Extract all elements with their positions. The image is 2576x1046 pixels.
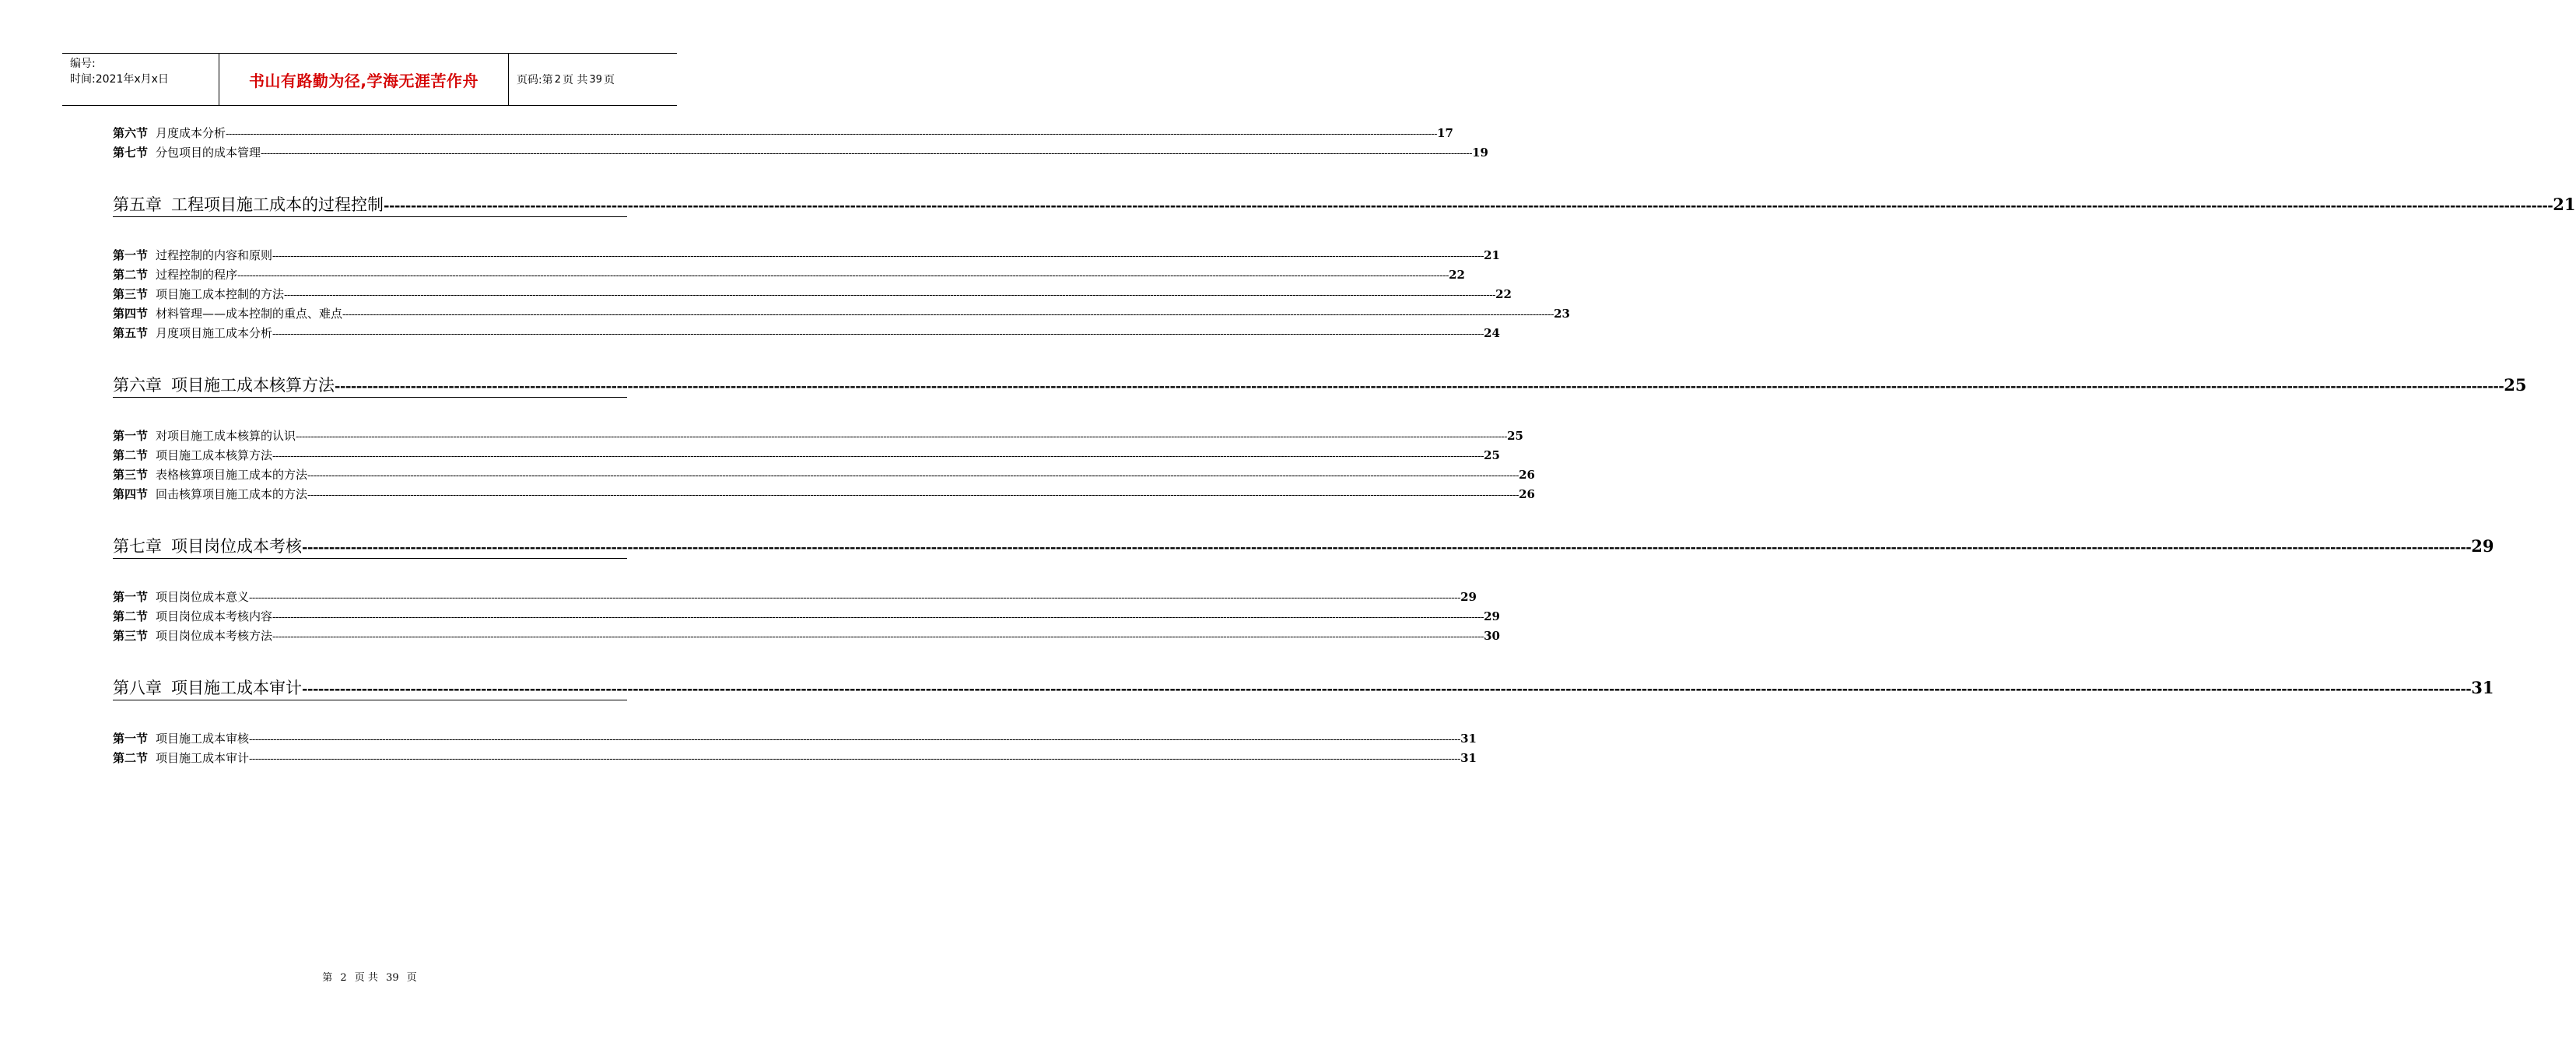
toc-entry-label: 第七节	[113, 146, 149, 160]
toc-section-entry[interactable]	[113, 305, 1570, 322]
toc-dot-leader: ----------------------------------------------------------------------------------------------------------------------------------------------------------------------------------------------------------------------------------------------------------------------------------------------------------------------------------------------------------------------------------------------------------------	[307, 490, 1519, 501]
toc-entry-text: 项目岗位成本意义	[156, 590, 250, 604]
toc-entry-title	[113, 266, 237, 283]
header-page-current: 2	[554, 73, 561, 86]
header-motto: 书山有路勤为径,学海无涯苦作舟	[219, 54, 509, 105]
footer-total-pages: 39	[386, 972, 399, 984]
toc-section-entry[interactable]	[113, 466, 1535, 483]
toc-dot-leader: ----------------------------------------------------------------------------------------------------------------------------------------------------------------------------------------------------------------------------------------------------------------------------------------------------------------------------------------------------------------------------------------------------------------	[272, 328, 1484, 340]
toc-entry-label: 第三节	[113, 629, 149, 643]
toc-entry-page: 25	[1507, 429, 1523, 443]
page-header	[62, 53, 677, 106]
toc-entry-title	[113, 144, 261, 161]
header-page-info	[509, 54, 677, 105]
toc-dot-leader: ----------------------------------------------------------------------------------------------------------------------------------------------------------------------------------------------------------------------------------------------------------------------------------------------------------------------------------------------------------------------------------------------------------------	[272, 451, 1484, 462]
toc-dot-leader: ----------------------------------------------------------------------------------------------------------------------------------------------------------------------------------------------------------------------------------------------------------------------------------------------------------------------------------------------------------------------------------------------------------------	[335, 378, 2504, 395]
toc-entry-label: 第一节	[113, 590, 149, 604]
header-page-mid: 页 共	[563, 74, 588, 86]
toc-entry-page: 29	[2471, 536, 2494, 556]
header-page-suffix: 页	[604, 74, 615, 86]
toc-entry-label: 第二节	[113, 751, 149, 765]
toc-entry-text: 对项目施工成本核算的认识	[156, 429, 296, 443]
footer-current-page: 2	[340, 972, 347, 984]
toc-entry-label: 第五节	[113, 326, 149, 340]
toc-entry-text: 项目施工成本核算方法	[171, 376, 335, 395]
toc-entry-page: 29	[1460, 590, 1477, 604]
toc-entry-title	[113, 325, 272, 342]
toc-entry-page: 25	[2504, 375, 2527, 395]
toc-section-entry[interactable]	[113, 125, 1453, 142]
toc-dot-leader: ----------------------------------------------------------------------------------------------------------------------------------------------------------------------------------------------------------------------------------------------------------------------------------------------------------------------------------------------------------------------------------------------------------------	[261, 148, 1473, 160]
toc-entry-page: 24	[1484, 326, 1500, 340]
toc-entry-label: 第二节	[113, 448, 149, 462]
toc-entry-text: 项目施工成本审计	[156, 751, 250, 765]
toc-entry-text: 回击核算项目施工成本的方法	[156, 487, 308, 501]
toc-entry-title	[113, 749, 249, 767]
toc-entry-page: 22	[1495, 287, 1512, 301]
toc-entry-page: 30	[1484, 629, 1500, 643]
document-time-label: 时间:2021年x月x日	[70, 73, 169, 86]
page-footer	[0, 969, 739, 984]
toc-dot-leader: ----------------------------------------------------------------------------------------------------------------------------------------------------------------------------------------------------------------------------------------------------------------------------------------------------------------------------------------------------------------------------------------------------------------	[342, 309, 1554, 321]
toc-entry-title	[113, 486, 307, 503]
toc-section-entry[interactable]	[113, 266, 1465, 283]
toc-dot-leader: ----------------------------------------------------------------------------------------------------------------------------------------------------------------------------------------------------------------------------------------------------------------------------------------------------------------------------------------------------------------------------------------------------------------	[307, 470, 1519, 482]
toc-entry-label: 第三节	[113, 468, 149, 482]
toc-entry-text: 项目岗位成本考核内容	[156, 609, 273, 623]
header-meta	[62, 54, 219, 105]
toc-entry-label: 第四节	[113, 307, 149, 321]
toc-entry-page: 21	[2553, 195, 2576, 214]
toc-entry-text: 项目施工成本核算方法	[156, 448, 273, 462]
toc-entry-page: 26	[1519, 468, 1535, 482]
toc-entry-label: 第七章	[113, 537, 162, 556]
toc-entry-title	[113, 676, 302, 700]
toc-entry-text: 项目岗位成本考核方法	[156, 629, 273, 643]
toc-entry-text: 项目施工成本审核	[156, 732, 250, 746]
toc-dot-leader: ----------------------------------------------------------------------------------------------------------------------------------------------------------------------------------------------------------------------------------------------------------------------------------------------------------------------------------------------------------------------------------------------------------------	[302, 539, 2472, 556]
footer-mid: 页 共	[354, 972, 378, 984]
toc-entry-page: 31	[1460, 732, 1477, 746]
toc-entry-page: 22	[1449, 268, 1465, 282]
toc-section-entry[interactable]	[113, 730, 1477, 747]
toc-entry-title	[113, 427, 296, 444]
toc-dot-leader: ----------------------------------------------------------------------------------------------------------------------------------------------------------------------------------------------------------------------------------------------------------------------------------------------------------------------------------------------------------------------------------------------------------------	[272, 631, 1484, 643]
toc-entry-title	[113, 608, 272, 625]
toc-dot-leader: ----------------------------------------------------------------------------------------------------------------------------------------------------------------------------------------------------------------------------------------------------------------------------------------------------------------------------------------------------------------------------------------------------------------	[384, 198, 2553, 214]
toc-dot-leader: ----------------------------------------------------------------------------------------------------------------------------------------------------------------------------------------------------------------------------------------------------------------------------------------------------------------------------------------------------------------------------------------------------------------	[272, 612, 1484, 623]
toc-entry-title	[113, 286, 284, 303]
toc-entry-title	[113, 730, 249, 747]
toc-section-entry[interactable]	[113, 749, 1477, 767]
toc-entry-label: 第六节	[113, 126, 149, 140]
toc-entry-title	[113, 247, 272, 264]
toc-entry-label: 第一节	[113, 429, 149, 443]
toc-entry-text: 材料管理——成本控制的重点、难点	[156, 307, 343, 321]
toc-dot-leader: ----------------------------------------------------------------------------------------------------------------------------------------------------------------------------------------------------------------------------------------------------------------------------------------------------------------------------------------------------------------------------------------------------------------	[272, 251, 1484, 262]
toc-entry-label: 第四节	[113, 487, 149, 501]
toc-entry-title	[113, 305, 342, 322]
toc-entry-label: 第二节	[113, 609, 149, 623]
toc-entry-title	[113, 193, 384, 216]
toc-section-entry[interactable]	[113, 486, 1535, 503]
toc-entry-page: 21	[1484, 248, 1500, 262]
toc-dot-leader: ----------------------------------------------------------------------------------------------------------------------------------------------------------------------------------------------------------------------------------------------------------------------------------------------------------------------------------------------------------------------------------------------------------------	[249, 592, 1461, 604]
toc-entry-text: 表格核算项目施工成本的方法	[156, 468, 308, 482]
toc-entry-page: 23	[1554, 307, 1570, 321]
toc-entry-label: 第八章	[113, 679, 162, 697]
toc-entry-label: 第六章	[113, 376, 162, 395]
toc-entry-text: 过程控制的内容和原则	[156, 248, 273, 262]
toc-section-entry[interactable]	[113, 325, 1500, 342]
toc-entry-title	[113, 447, 272, 464]
toc-dot-leader: ----------------------------------------------------------------------------------------------------------------------------------------------------------------------------------------------------------------------------------------------------------------------------------------------------------------------------------------------------------------------------------------------------------------	[302, 681, 2472, 697]
toc-dot-leader: ----------------------------------------------------------------------------------------------------------------------------------------------------------------------------------------------------------------------------------------------------------------------------------------------------------------------------------------------------------------------------------------------------------------	[249, 734, 1461, 746]
header-page-prefix: 页码:第	[517, 74, 553, 86]
toc-entry-title	[113, 374, 335, 397]
toc-entry-title	[113, 535, 302, 558]
toc-entry-text: 分包项目的成本管理	[156, 146, 261, 160]
toc-entry-label: 第二节	[113, 268, 149, 282]
toc-entry-label: 第五章	[113, 195, 162, 214]
toc-entry-label: 第三节	[113, 287, 149, 301]
toc-entry-text: 项目施工成本审计	[171, 679, 302, 697]
toc-section-entry[interactable]	[113, 247, 1500, 264]
toc-entry-title	[113, 125, 226, 142]
toc-entry-page: 17	[1437, 126, 1453, 140]
toc-entry-title	[113, 588, 249, 605]
footer-suffix: 页	[406, 972, 417, 984]
document-number-label: 编号:	[70, 58, 96, 70]
footer-prefix: 第	[322, 972, 333, 984]
toc-dot-leader: ----------------------------------------------------------------------------------------------------------------------------------------------------------------------------------------------------------------------------------------------------------------------------------------------------------------------------------------------------------------------------------------------------------------	[237, 270, 1449, 282]
toc-entry-text: 工程项目施工成本的过程控制	[171, 195, 384, 214]
toc-dot-leader: ----------------------------------------------------------------------------------------------------------------------------------------------------------------------------------------------------------------------------------------------------------------------------------------------------------------------------------------------------------------------------------------------------------------	[284, 290, 1496, 301]
toc-section-entry[interactable]	[113, 427, 1523, 444]
toc-entry-label: 第一节	[113, 732, 149, 746]
header-page-total: 39	[589, 73, 602, 86]
toc-entry-text: 项目施工成本控制的方法	[156, 287, 285, 301]
toc-entry-text: 月度成本分析	[156, 126, 226, 140]
toc-entry-title	[113, 466, 307, 483]
toc-entry-title	[113, 627, 272, 644]
toc-chapter-entry[interactable]	[113, 676, 2494, 700]
toc-chapter-entry[interactable]	[113, 535, 2494, 559]
toc-section-entry[interactable]	[113, 144, 1488, 161]
toc-entry-text: 过程控制的程序	[156, 268, 238, 282]
toc-chapter-entry[interactable]	[113, 193, 2576, 217]
toc-dot-leader: ----------------------------------------------------------------------------------------------------------------------------------------------------------------------------------------------------------------------------------------------------------------------------------------------------------------------------------------------------------------------------------------------------------------	[226, 128, 1438, 140]
toc-dot-leader: ----------------------------------------------------------------------------------------------------------------------------------------------------------------------------------------------------------------------------------------------------------------------------------------------------------------------------------------------------------------------------------------------------------------	[249, 753, 1461, 765]
toc-entry-page: 26	[1519, 487, 1535, 501]
toc-section-entry[interactable]	[113, 608, 1500, 625]
toc-chapter-entry[interactable]	[113, 374, 2527, 398]
toc-section-entry[interactable]	[113, 627, 1500, 644]
toc-entry-page: 19	[1472, 146, 1488, 160]
toc-entry-page: 29	[1484, 609, 1500, 623]
toc-section-entry[interactable]	[113, 447, 1500, 464]
toc-entry-text: 月度项目施工成本分析	[156, 326, 273, 340]
toc-entry-page: 31	[1460, 751, 1477, 765]
toc-entry-label: 第一节	[113, 248, 149, 262]
toc-dot-leader: ----------------------------------------------------------------------------------------------------------------------------------------------------------------------------------------------------------------------------------------------------------------------------------------------------------------------------------------------------------------------------------------------------------------	[296, 431, 1508, 443]
toc-section-entry[interactable]	[113, 588, 1477, 605]
toc-section-entry[interactable]	[113, 286, 1512, 303]
toc-entry-page: 31	[2471, 678, 2494, 697]
toc-entry-text: 项目岗位成本考核	[171, 537, 302, 556]
toc-entry-page: 25	[1484, 448, 1500, 462]
